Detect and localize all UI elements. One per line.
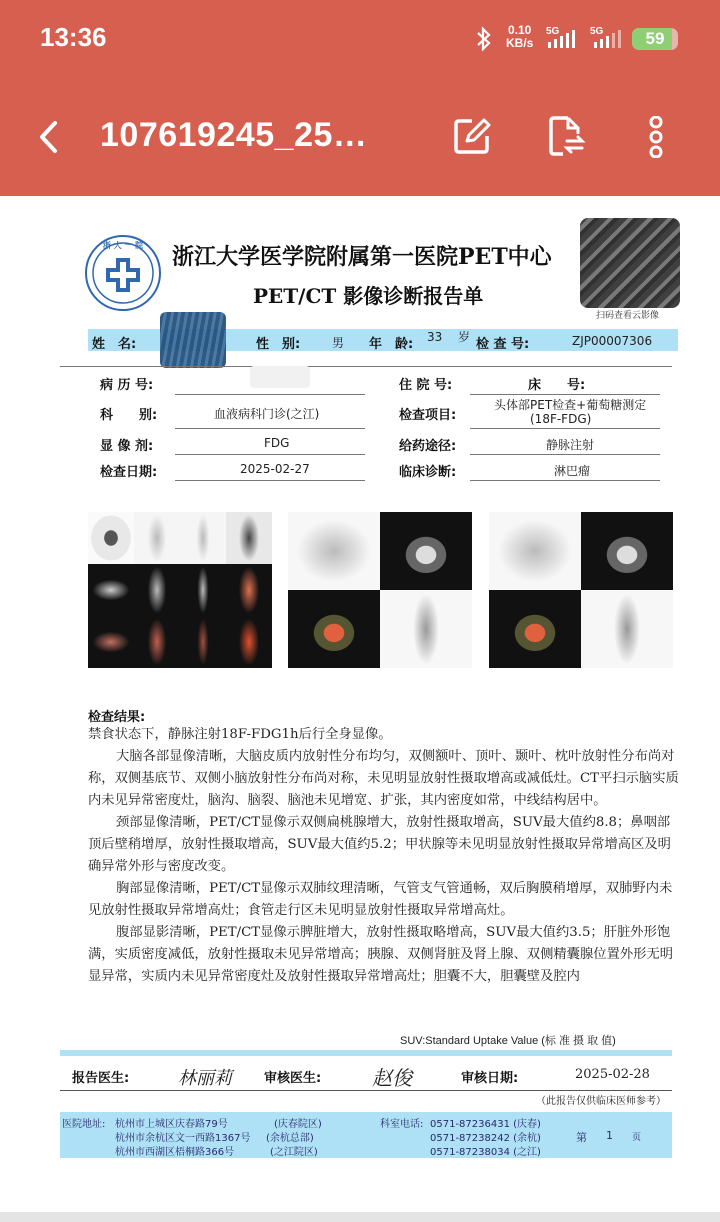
results-body xyxy=(88,724,680,1014)
pet-image-panel-neck-2 xyxy=(489,512,673,668)
review-date-value: 2025-02-28 xyxy=(575,1067,650,1082)
file-title: 107619245_25… xyxy=(100,116,368,154)
review-date-label: 审核日期: xyxy=(461,1071,519,1086)
sex-label: 性 别: xyxy=(256,337,301,352)
page-number: 1 xyxy=(606,1129,613,1142)
result-paragraph: 胸部显像清晰，PET/CT显像示双肺纹理清晰，气管支气管通畅，双后胸膜稍增厚，双肺野内未见放射性摄取异常增高灶；食管走行区未见明显放射性摄取异常增高灶。 xyxy=(88,881,673,918)
route-value: 静脉注射 xyxy=(546,438,595,452)
phone-line: 0571-87236431 (庆春) xyxy=(430,1119,541,1130)
pet-image-panel-whole-body xyxy=(88,512,272,668)
name-label: 姓 名: xyxy=(92,337,137,352)
battery-icon: 59 xyxy=(632,28,678,50)
item-line2: (18F-FDG) xyxy=(530,412,592,426)
date-value: 2025-02-27 xyxy=(240,462,310,476)
back-icon[interactable] xyxy=(36,120,62,154)
dept-label: 科 别: xyxy=(100,408,158,423)
phone-line: 0571-87238034 (之江) xyxy=(430,1147,541,1158)
address-label: 医院地址: xyxy=(62,1119,106,1130)
hospital-logo xyxy=(84,234,162,312)
sim1-label: 5G xyxy=(546,26,560,37)
item-label: 检查项目: xyxy=(399,408,457,423)
hospital-footer xyxy=(60,1112,672,1158)
app-bar xyxy=(0,78,720,196)
campus-name: (之江院区) xyxy=(270,1147,318,1158)
diag-label: 临床诊断: xyxy=(399,465,457,480)
network-speed: 0.10 KB/s xyxy=(506,23,534,50)
page-prefix: 第 xyxy=(576,1131,587,1144)
edit-icon[interactable] xyxy=(452,116,492,156)
stamp-caption: 扫码查看云影像 xyxy=(596,311,660,321)
address-line: 杭州市西湖区梧桐路366号 xyxy=(115,1147,235,1158)
report-title: PET/CT 影像诊断报告单 xyxy=(253,284,484,308)
inpatient-label: 住 院 号: xyxy=(399,378,453,393)
qr-code-stamp xyxy=(580,218,680,308)
campus-name: (庆春院区) xyxy=(274,1119,322,1130)
result-paragraph: 腹部显影清晰，PET/CT显像示脾脏增大，放射性摄取略增高，SUV最大值约3.5；肝脏外形饱满，实质密度减低，放射性摄取未见异常增高；胰腺、双侧肾脏及肾上腺、双侧精囊腺位置外形无明显异常，实质内未见异常密度灶及放射性摄取异常增高灶；胆囊不大，胆囊壁及腔内 xyxy=(88,925,674,984)
disclaimer: （此报告仅供临床医师参考） xyxy=(536,1096,666,1107)
phone-line: 0571-87238242 (余杭) xyxy=(430,1133,541,1144)
doctor-signature: 林丽莉 xyxy=(178,1068,232,1089)
age-value: 33 xyxy=(427,330,443,344)
sex-value: 男 xyxy=(332,336,345,350)
address-line: 杭州市余杭区文一西路1367号 xyxy=(115,1133,251,1144)
page-suffix: 页 xyxy=(632,1133,642,1143)
suv-note: SUV:Standard Uptake Value (标 准 摄 取 值) xyxy=(400,1035,616,1047)
record-no-redacted xyxy=(250,366,310,388)
signature-top-bar xyxy=(60,1050,672,1056)
bed-label: 床 号: xyxy=(528,378,586,393)
doctor-label: 报告医生: xyxy=(72,1071,130,1086)
status-bar xyxy=(0,0,720,78)
agent-label: 显 像 剂: xyxy=(100,439,154,454)
name-redacted xyxy=(160,312,226,368)
bluetooth-icon xyxy=(474,26,494,52)
more-icon[interactable] xyxy=(644,116,668,158)
route-label: 给药途径: xyxy=(399,439,457,454)
status-time: 13:36 xyxy=(40,22,107,52)
age-unit: 岁 xyxy=(458,330,471,344)
address-line: 杭州市上城区庆春路79号 xyxy=(115,1119,228,1130)
pet-image-panel-neck-1 xyxy=(288,512,472,668)
result-paragraph: 颈部显像清晰，PET/CT显像示双侧扁桃腺增大，放射性摄取增高，SUV最大值约8.8；鼻咽部顶后壁稍增厚，放射性摄取增高，SUV最大值约5.2；甲状腺等未见明显放射性摄取异常增高区及明确异常外形与密度改变。 xyxy=(88,815,671,874)
phone-label: 科室电话: xyxy=(380,1119,424,1130)
dept-value: 血液病科门诊(之江) xyxy=(214,407,320,421)
diag-value: 淋巴瘤 xyxy=(554,464,591,478)
reviewer-label: 审核医生: xyxy=(264,1071,322,1086)
result-paragraph: 大脑各部显像清晰，大脑皮质内放射性分布均匀，双侧额叶、顶叶、颞叶、枕叶放射性分布尚对称，双侧基底节、双侧小脑放射性分布尚对称，未见明显放射性摄取增高或减低灶。CT平扫示脑实质内未见异常密度灶，脑沟、脑裂、脑池未见增宽、扩张，其内密度如常，中线结构居中。 xyxy=(88,749,679,808)
date-label: 检查日期: xyxy=(100,465,158,480)
record-no-label: 病 历 号: xyxy=(100,378,154,393)
age-label: 年 龄: xyxy=(369,337,414,352)
item-line1: 头体部PET检查+葡萄糖测定 xyxy=(494,398,647,412)
reviewer-signature: 赵俊 xyxy=(372,1066,412,1090)
results-title: 检查结果: xyxy=(88,710,146,725)
hospital-name: 浙江大学医学院附属第一医院PET中心 xyxy=(172,244,552,270)
campus-name: (余杭总部) xyxy=(266,1133,314,1144)
sim2-label: 5G xyxy=(590,26,604,37)
system-nav-bar xyxy=(0,1212,720,1222)
exam-no-value: ZJP00007306 xyxy=(572,334,653,348)
agent-value: FDG xyxy=(264,436,290,450)
exam-no-label: 检 查 号: xyxy=(476,337,530,352)
logo-text: 浙 大 一 院 xyxy=(102,241,144,250)
result-paragraph: 禁食状态下，静脉注射18F-FDG1h后行全身显像。 xyxy=(88,727,392,742)
document-convert-icon[interactable] xyxy=(546,114,586,158)
